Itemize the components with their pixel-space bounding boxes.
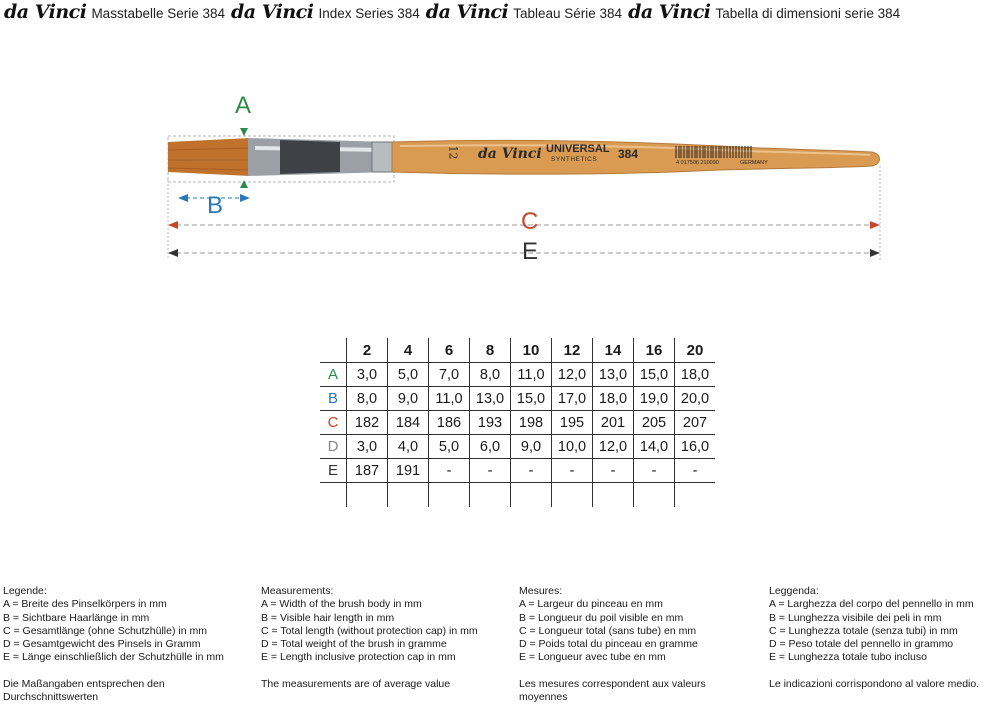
legend-line: C = Lunghezza totale (senza tubi) in mm [769, 624, 958, 637]
table-cell: 207 [675, 411, 716, 435]
row-label-a: A [320, 363, 347, 387]
size-header: 8 [470, 338, 511, 363]
table-cell: 201 [593, 411, 634, 435]
legend-note: Le indicazioni corrispondono al valore medio. [769, 677, 980, 690]
table-cell: 9,0 [511, 435, 552, 459]
table-cell: 3,0 [347, 435, 388, 459]
table-row-d [320, 435, 715, 459]
ferrule-ring [372, 142, 392, 172]
table-cell: 191 [388, 459, 429, 483]
dimension-label-b: B [207, 192, 224, 219]
table-cell: - [552, 459, 593, 483]
size-header: 4 [388, 338, 429, 363]
table-cell: 15,0 [511, 387, 552, 411]
size-header: 16 [634, 338, 675, 363]
table-cell: 14,0 [634, 435, 675, 459]
table-cell: 10,0 [552, 435, 593, 459]
table-cell: 5,0 [429, 435, 470, 459]
ferrule-crimp [280, 140, 340, 174]
legend-line: D = Poids total du pinceau en gramme [519, 638, 698, 651]
table-cell: - [593, 459, 634, 483]
table-cell-empty [347, 483, 388, 508]
legend-line: C = Longueur total (sans tube) en mm [519, 624, 697, 637]
davinci-logo: da Vinci [425, 1, 509, 23]
table-cell: 11,0 [511, 363, 552, 387]
table-cell: 187 [347, 459, 388, 483]
table-cell: 7,0 [429, 363, 470, 387]
handle-series-imprint: 384 [618, 147, 639, 161]
dimension-label-a: A [235, 92, 252, 119]
brush-figure [0, 80, 1000, 280]
table-cell: 11,0 [429, 387, 470, 411]
table-cell: 19,0 [634, 387, 675, 411]
dimension-label-e: E [522, 238, 539, 265]
table-cell-empty [511, 483, 552, 508]
legend-line: D = Peso totale del pennello in grammo [769, 638, 954, 651]
legend-line: A = Larghezza del corpo del pennello in mm [769, 598, 974, 611]
table-cell: 8,0 [470, 363, 511, 387]
legend-line: D = Gesamtgewicht des Pinsels in Gramm [3, 638, 201, 651]
legend-line: B = Sichtbare Haarlänge in mm [3, 611, 150, 624]
header-segment-fr [426, 1, 622, 23]
table-cell: 13,0 [470, 387, 511, 411]
legend-line: B = Longueur du poil visible en mm [519, 611, 684, 624]
table-cell: 6,0 [470, 435, 511, 459]
header-segment-it [628, 1, 900, 23]
davinci-logo: da Vinci [231, 1, 314, 23]
table-cell: 18,0 [593, 387, 634, 411]
legend-line: A = Largeur du pinceau en mm [519, 598, 663, 611]
legend-line: D = Total weight of the brush in gramme [261, 638, 447, 651]
legend-title: Legende: [3, 585, 47, 597]
size-header: 2 [347, 338, 388, 363]
handle-size-imprint: 12 [446, 145, 460, 160]
table-cell: 184 [388, 411, 429, 435]
legend-title: Leggenda: [769, 585, 819, 597]
row-label-b: B [320, 387, 347, 411]
handle-subline-imprint: SYNTHETICS [551, 156, 598, 163]
row-label-d: D [320, 435, 347, 459]
table-cell-empty [320, 483, 347, 508]
size-header: 6 [429, 338, 470, 363]
table-cell: - [429, 459, 470, 483]
header-title-fr: Tableau Série 384 [513, 6, 623, 21]
table-cell: 198 [511, 411, 552, 435]
header-title-en: Index Series 384 [318, 6, 420, 21]
bristles [168, 138, 250, 176]
legend-line: B = Lunghezza visibile dei peli in mm [769, 611, 942, 624]
handle-logo-imprint: da Vinci [478, 146, 542, 162]
size-header: 10 [511, 338, 552, 363]
table-cell-empty [634, 483, 675, 508]
brush-illustration [0, 80, 1000, 280]
handle-line-imprint: UNIVERSAL [546, 143, 610, 155]
table-cell-empty [675, 483, 716, 508]
legend-line: E = Lunghezza totale tubo incluso [769, 651, 927, 664]
legend-line: E = Länge einschließlich der Schutzhülle in mm [3, 651, 224, 664]
table-cell: 186 [429, 411, 470, 435]
table-cell: 16,0 [675, 435, 716, 459]
size-table [320, 338, 715, 507]
size-header: 14 [593, 338, 634, 363]
table-cell: 182 [347, 411, 388, 435]
table-cell-empty [552, 483, 593, 508]
table-row-a [320, 363, 715, 387]
legend-fr [519, 585, 759, 704]
legend-line: A = Width of the brush body in mm [261, 598, 422, 611]
table-cell: - [470, 459, 511, 483]
table-row-e [320, 459, 715, 483]
corner-cell [320, 338, 347, 363]
table-row-empty [320, 483, 715, 508]
legend-en [261, 585, 511, 691]
legend-note: moyennes [519, 691, 568, 704]
legend-note: The measurements are of average value [261, 677, 451, 690]
legend-title: Measurements: [261, 585, 334, 597]
header-title-it: Tabella di dimensioni serie 384 [715, 6, 901, 21]
table-cell: 8,0 [347, 387, 388, 411]
legend-de [3, 585, 248, 704]
table-row-b [320, 387, 715, 411]
table-cell: 12,0 [593, 435, 634, 459]
table-cell-empty [593, 483, 634, 508]
table-cell-empty [388, 483, 429, 508]
table-cell: 9,0 [388, 387, 429, 411]
table-cell: 195 [552, 411, 593, 435]
handle-ean-imprint: 4 017506 210090 [676, 160, 719, 166]
header [4, 0, 996, 24]
davinci-logo: da Vinci [628, 1, 711, 23]
legend-note: Durchschnittswerten [3, 691, 99, 704]
row-label-e: E [320, 459, 347, 483]
table-cell: 5,0 [388, 363, 429, 387]
table-cell: 17,0 [552, 387, 593, 411]
header-segment-de [4, 1, 225, 23]
legend-line: B = Visible hair length in mm [261, 611, 395, 624]
header-title-de: Masstabelle Serie 384 [91, 6, 226, 21]
header-segment-en [231, 1, 420, 23]
table-cell-empty [470, 483, 511, 508]
row-label-c: C [320, 411, 347, 435]
table-cell: 205 [634, 411, 675, 435]
legend-title: Mesures: [519, 585, 563, 597]
legend-line: C = Gesamtlänge (ohne Schutzhülle) in mm [3, 624, 207, 637]
table-cell: 20,0 [675, 387, 716, 411]
dimension-label-c: C [521, 208, 539, 235]
table-cell: 13,0 [593, 363, 634, 387]
legend-line: C = Total length (without protection cap) in mm [261, 624, 478, 637]
legend-line: E = Length inclusive protection cap in mm [261, 651, 456, 664]
handle-origin-imprint: GERMANY [740, 160, 768, 166]
davinci-logo: da Vinci [4, 1, 87, 23]
size-header: 12 [552, 338, 593, 363]
table-cell: - [675, 459, 716, 483]
legend-note: Die Maßangaben entsprechen den [3, 677, 165, 690]
table-cell: 12,0 [552, 363, 593, 387]
table-cell-empty [429, 483, 470, 508]
table-cell: 18,0 [675, 363, 716, 387]
size-header: 20 [675, 338, 716, 363]
legend-it [769, 585, 997, 691]
table-cell: - [511, 459, 552, 483]
table-row-c [320, 411, 715, 435]
table-cell: 3,0 [347, 363, 388, 387]
table-cell: - [634, 459, 675, 483]
legend-line: A = Breite des Pinselkörpers in mm [3, 598, 167, 611]
table-cell: 15,0 [634, 363, 675, 387]
table-cell: 4,0 [388, 435, 429, 459]
legend-note: Les mesures correspondent aux valeurs [519, 677, 706, 690]
size-header-row [320, 338, 715, 363]
table-cell: 193 [470, 411, 511, 435]
legend-line: E = Longueur avec tube en mm [519, 651, 666, 664]
